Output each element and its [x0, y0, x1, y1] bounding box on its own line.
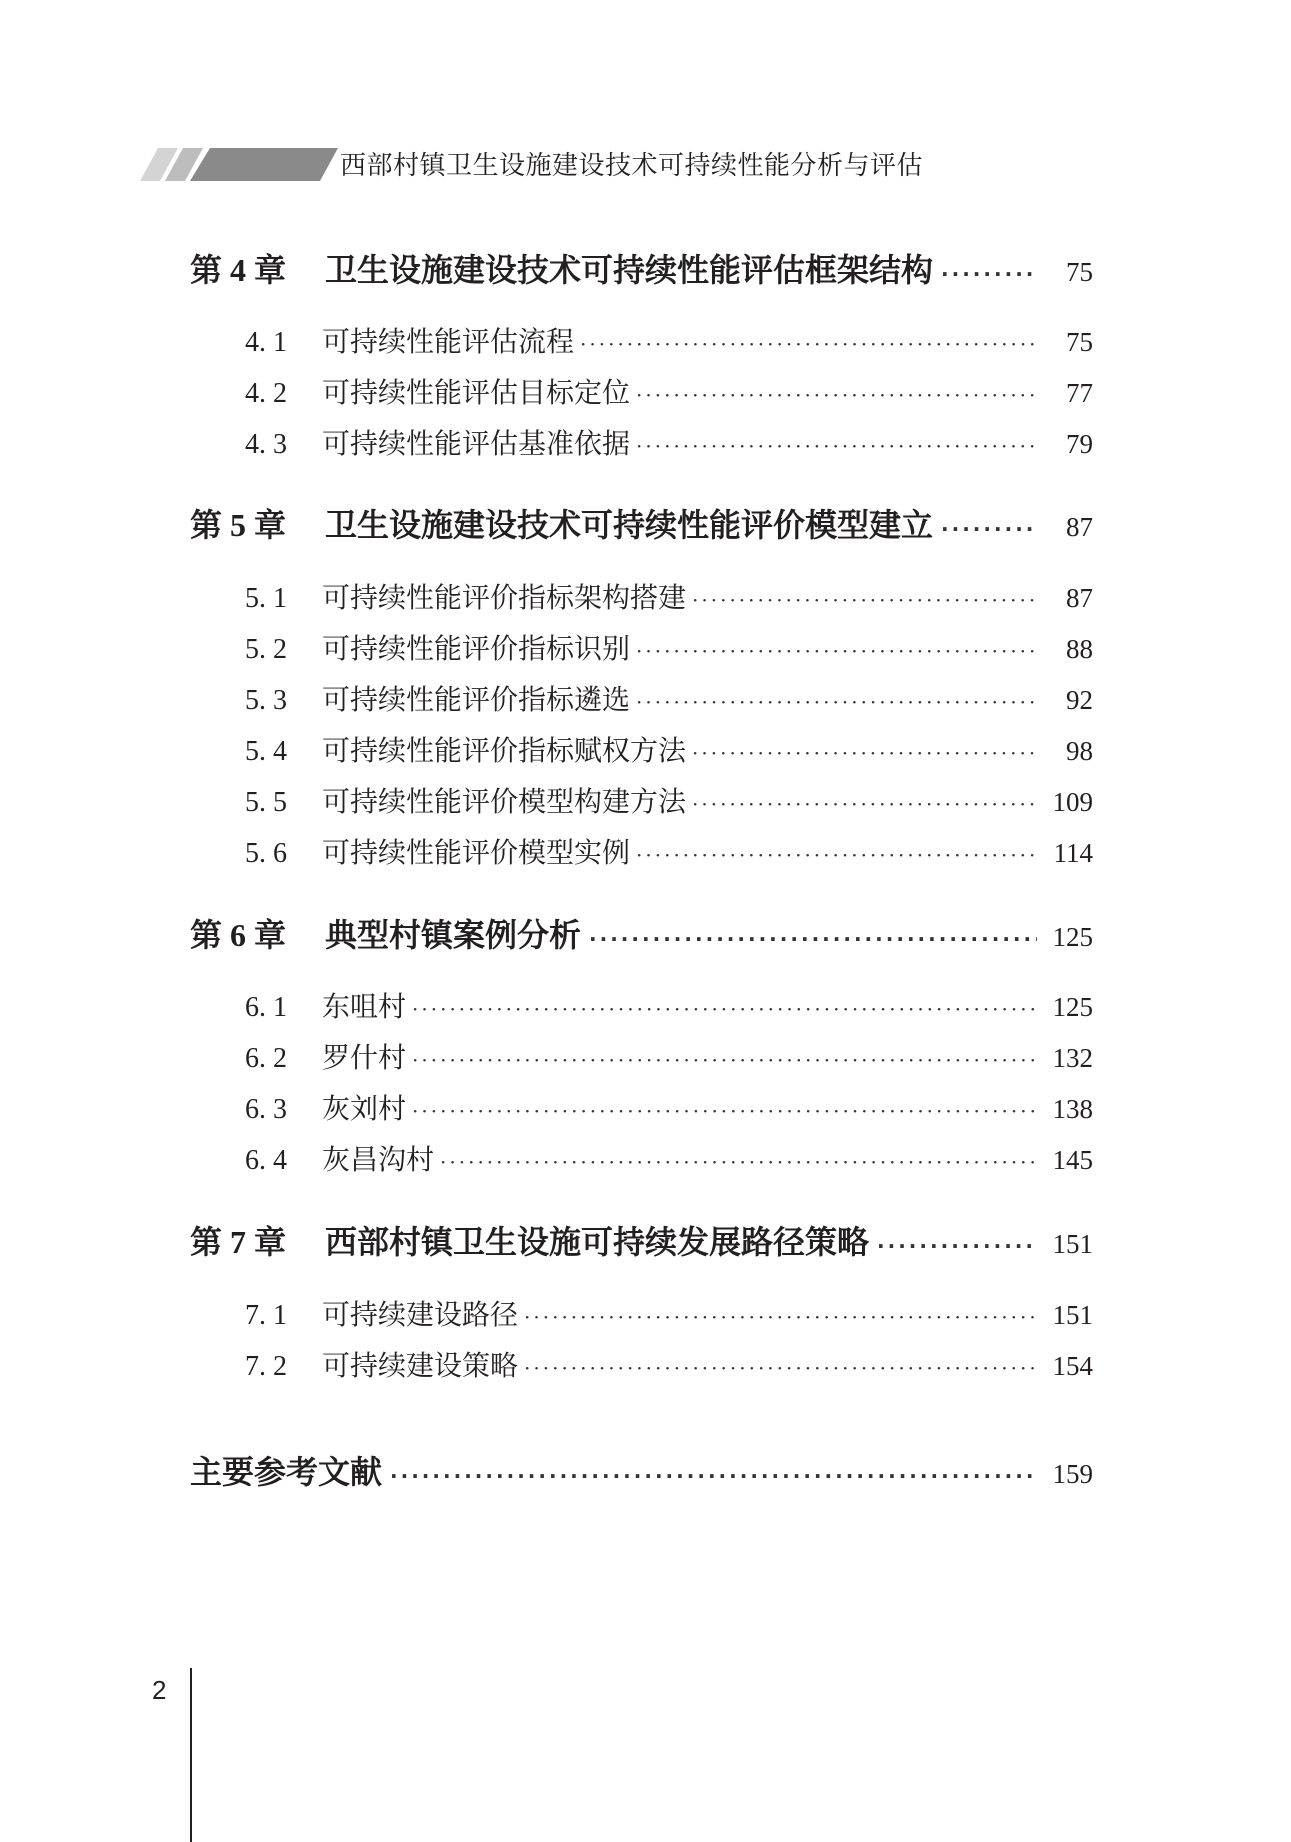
- section-number: 5. 3: [245, 685, 287, 716]
- section-number: 4. 1: [245, 327, 287, 358]
- entry-page-number: 114: [1053, 838, 1093, 868]
- section-number: 5. 2: [245, 634, 287, 665]
- dot-leader: [692, 741, 1037, 765]
- running-header: [0, 0, 1291, 200]
- entry-page-number: 109: [1052, 787, 1093, 817]
- toc-section-entry[interactable]: [245, 678, 1093, 718]
- entry-page-number: 92: [1066, 685, 1093, 715]
- toc-section-entry[interactable]: [245, 371, 1093, 411]
- dot-leader: [580, 332, 1037, 356]
- entry-title: 可持续建设路径: [322, 1298, 519, 1331]
- entry-title: 可持续性能评价指标遴选: [322, 683, 631, 716]
- toc-section-entry[interactable]: [245, 1087, 1093, 1127]
- entry-page-number: 75: [1066, 327, 1093, 357]
- toc-section-entry[interactable]: [245, 985, 1093, 1025]
- entry-title: 可持续性能评价指标赋权方法: [322, 734, 687, 767]
- header-book-title: 西部村镇卫生设施建设技术可持续性能分析与评估: [340, 151, 924, 181]
- toc-section-entry[interactable]: [245, 729, 1093, 769]
- entry-title: 卫生设施建设技术可持续性能评价模型建立: [325, 506, 934, 544]
- footer-rule: [190, 1668, 192, 1842]
- section-number: 6. 1: [245, 992, 287, 1023]
- page-number: 2: [152, 1675, 167, 1705]
- section-number: 6. 2: [245, 1043, 287, 1074]
- entry-page-number: 151: [1052, 1229, 1093, 1259]
- toc-section-entry[interactable]: [245, 831, 1093, 871]
- entry-title: 西部村镇卫生设施可持续发展路径策略: [325, 1223, 870, 1261]
- toc-references-entry[interactable]: [190, 1447, 1093, 1493]
- entry-title: 可持续性能评价指标识别: [322, 632, 631, 665]
- entry-page-number: 138: [1052, 1094, 1093, 1124]
- entry-page-number: 154: [1052, 1351, 1093, 1381]
- entry-page-number: 159: [1052, 1459, 1093, 1489]
- dot-leader: [941, 262, 1037, 286]
- entry-title: 可持续性能评价模型实例: [322, 836, 631, 869]
- entry-title: 可持续性能评估目标定位: [322, 376, 631, 409]
- dot-leader: [692, 792, 1037, 816]
- dot-leader: [524, 1305, 1037, 1329]
- entry-page-number: 132: [1052, 1043, 1093, 1073]
- dot-leader: [412, 997, 1037, 1021]
- entry-title: 灰昌沟村: [322, 1143, 435, 1176]
- header-banner: [190, 148, 338, 181]
- chapter-prefix: 第: [190, 251, 223, 289]
- dot-leader: [589, 927, 1037, 951]
- chapter-suffix: 章: [254, 506, 287, 544]
- entry-title: 主要参考文献: [190, 1453, 383, 1491]
- dot-leader: [636, 843, 1037, 867]
- section-number: 6. 4: [245, 1145, 287, 1176]
- toc-section-entry[interactable]: [245, 320, 1093, 360]
- chapter-digit: 7: [230, 1224, 247, 1260]
- entry-title: 可持续性能评估流程: [322, 325, 575, 358]
- toc-section-entry[interactable]: [245, 1138, 1093, 1178]
- chapter-digit: 6: [230, 917, 247, 953]
- entry-page-number: 151: [1052, 1300, 1093, 1330]
- chapter-suffix: 章: [254, 916, 287, 954]
- dot-leader: [636, 383, 1037, 407]
- section-number: 7. 2: [245, 1351, 287, 1382]
- toc-section-entry[interactable]: [245, 422, 1093, 462]
- entry-title: 东咀村: [322, 990, 407, 1023]
- section-number: 5. 4: [245, 736, 287, 767]
- chapter-digit: 4: [230, 252, 247, 288]
- dot-leader: [941, 517, 1037, 541]
- dot-leader: [636, 639, 1037, 663]
- toc-chapter-entry[interactable]: [190, 500, 1093, 546]
- chapter-number: [190, 910, 325, 956]
- dot-leader: [636, 690, 1037, 714]
- entry-title: 可持续性能评价指标架构搭建: [322, 581, 687, 614]
- chapter-number: [190, 245, 325, 291]
- entry-title: 可持续建设策略: [322, 1349, 519, 1382]
- section-number: 5. 5: [245, 787, 287, 818]
- toc-section-entry[interactable]: [245, 1293, 1093, 1333]
- entry-page-number: 125: [1052, 922, 1093, 952]
- toc-chapter-entry[interactable]: [190, 1217, 1093, 1263]
- dot-leader: [412, 1099, 1037, 1123]
- dot-leader: [877, 1234, 1037, 1258]
- entry-title: 灰刘村: [322, 1092, 407, 1125]
- entry-title: 典型村镇案例分析: [325, 916, 582, 954]
- dot-leader: [692, 588, 1037, 612]
- dot-leader: [412, 1048, 1037, 1072]
- dot-leader: [390, 1464, 1037, 1488]
- dot-leader: [524, 1356, 1037, 1380]
- chapter-prefix: 第: [190, 1223, 223, 1261]
- chapter-digit: 5: [230, 507, 247, 543]
- entry-page-number: 87: [1066, 583, 1093, 613]
- chapter-prefix: 第: [190, 916, 223, 954]
- entry-title: 卫生设施建设技术可持续性能评估框架结构: [325, 251, 934, 289]
- chapter-number: [190, 1217, 325, 1263]
- dot-leader: [636, 434, 1037, 458]
- chapter-prefix: 第: [190, 506, 223, 544]
- entry-page-number: 98: [1066, 736, 1093, 766]
- entry-page-number: 145: [1052, 1145, 1093, 1175]
- entry-page-number: 88: [1066, 634, 1093, 664]
- entry-page-number: 75: [1066, 257, 1093, 287]
- entry-title: 罗什村: [322, 1041, 407, 1074]
- toc-section-entry[interactable]: [245, 576, 1093, 616]
- chapter-suffix: 章: [254, 1223, 287, 1261]
- entry-page-number: 79: [1066, 429, 1093, 459]
- section-number: 6. 3: [245, 1094, 287, 1125]
- chapter-suffix: 章: [254, 251, 287, 289]
- section-number: 5. 6: [245, 838, 287, 869]
- entry-title: 可持续性能评价模型构建方法: [322, 785, 687, 818]
- toc-section-entry[interactable]: [245, 1344, 1093, 1384]
- entry-page-number: 125: [1052, 992, 1093, 1022]
- toc-section-entry[interactable]: [245, 627, 1093, 667]
- entry-page-number: 87: [1066, 512, 1093, 542]
- chapter-number: [190, 500, 325, 546]
- toc-section-entry[interactable]: [245, 780, 1093, 820]
- entry-page-number: 77: [1066, 378, 1093, 408]
- section-number: 7. 1: [245, 1300, 287, 1331]
- section-number: 4. 2: [245, 378, 287, 409]
- dot-leader: [440, 1150, 1037, 1174]
- section-number: 4. 3: [245, 429, 287, 460]
- toc-chapter-entry[interactable]: [190, 245, 1093, 291]
- section-number: 5. 1: [245, 583, 287, 614]
- entry-title: 可持续性能评估基准依据: [322, 427, 631, 460]
- toc-section-entry[interactable]: [245, 1036, 1093, 1076]
- toc-chapter-entry[interactable]: [190, 910, 1093, 956]
